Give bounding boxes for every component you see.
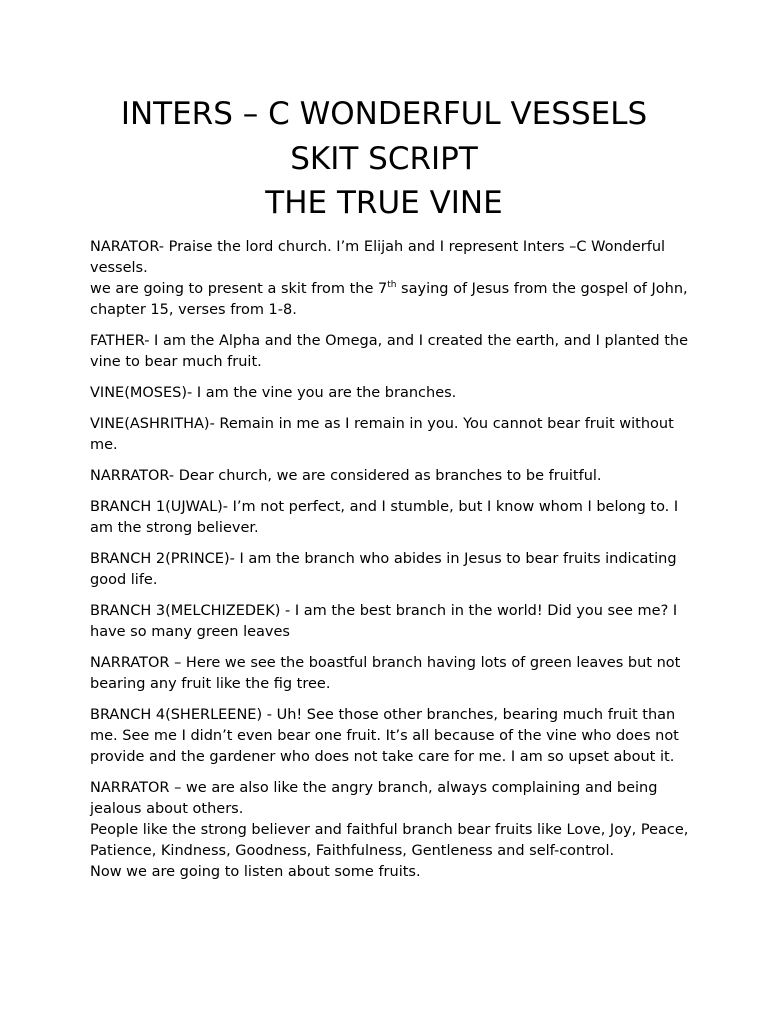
paragraph-vine-moses: VINE(MOSES)- I am the vine you are the branches. bbox=[90, 385, 457, 401]
paragraph-branch-1: BRANCH 1(UJWAL)- I’m not perfect, and I stumble, but I know whom I belong to. I am the strong believer. bbox=[90, 499, 679, 536]
title-line-3: THE TRUE VINE bbox=[265, 185, 503, 221]
paragraph-narrator-fruits bbox=[90, 778, 690, 883]
narrator-intro-line: NARATOR- Praise the lord church. I’m Elijah and I represent Inters –C Wonderful vessels. bbox=[90, 239, 666, 276]
skit-line-start: we are going to present a skit from the 7 bbox=[90, 281, 388, 297]
ordinal-suffix: th bbox=[387, 280, 397, 291]
paragraph-branch-3: BRANCH 3(MELCHIZEDEK) - I am the best branch in the world! Did you see me? I have so many green leaves bbox=[90, 603, 678, 640]
script-body bbox=[90, 237, 690, 893]
skit-line-end: saying of Jesus from the gospel of John, chapter 15, verses from 1-8. bbox=[90, 281, 688, 318]
narrator-skit-line bbox=[90, 279, 690, 321]
paragraph-vine-ashritha: VINE(ASHRITHA)- Remain in me as I remain in you. You cannot bear fruit without me. bbox=[90, 416, 674, 453]
narrator-angry-line: NARRATOR – we are also like the angry branch, always complaining and being jealous about others. bbox=[90, 780, 658, 817]
narrator-listen-line: Now we are going to listen about some fruits. bbox=[90, 864, 421, 880]
paragraph-narrator-boastful: NARRATOR – Here we see the boastful branch having lots of green leaves but not bearing any fruit like the fig tree. bbox=[90, 655, 681, 692]
title-line-2: SKIT SCRIPT bbox=[290, 140, 478, 177]
title-line-1: INTERS – C WONDERFUL VESSELS bbox=[120, 96, 648, 132]
paragraph-narrator-branches: NARRATOR- Dear church, we are considered as branches to be fruitful. bbox=[90, 468, 602, 484]
paragraph-branch-4: BRANCH 4(SHERLEENE) - Uh! See those other branches, bearing much fruit than me. See me I didn’t even bear one fruit. It’s all because of the vine who does not provide and the gardener who does not take care for me. I am so upset about it. bbox=[90, 707, 679, 765]
narrator-fruits-line: People like the strong believer and faithful branch bear fruits like Love, Joy, Peace, Patience, Kindness, Goodness, Faithfulness, Gentleness and self-control. bbox=[90, 822, 689, 859]
paragraph-narrator-intro bbox=[90, 237, 690, 321]
paragraph-father: FATHER- I am the Alpha and the Omega, and I created the earth, and I planted the vine to bear much fruit. bbox=[90, 333, 689, 370]
document-title bbox=[40, 92, 728, 226]
paragraph-branch-2: BRANCH 2(PRINCE)- I am the branch who abides in Jesus to bear fruits indicating good life. bbox=[90, 551, 677, 588]
